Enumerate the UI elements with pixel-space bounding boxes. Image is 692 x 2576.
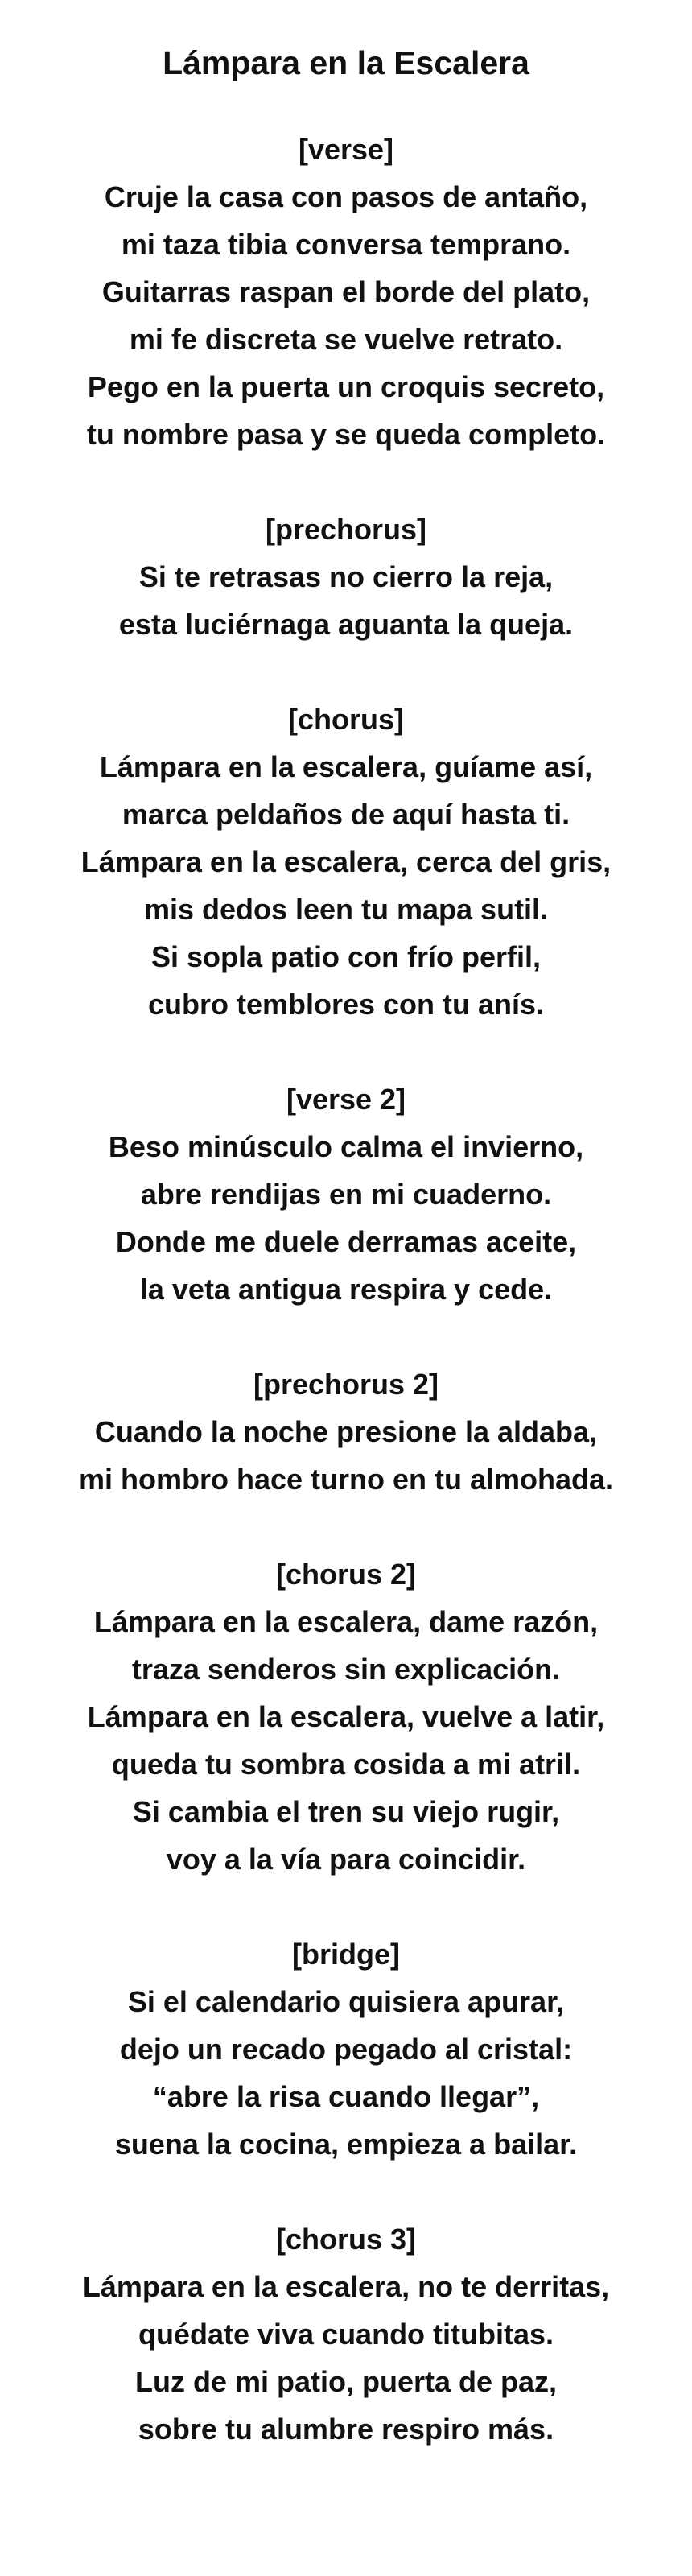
lyric-line: mis dedos leen tu mapa sutil. — [143, 893, 549, 926]
section-tag: [chorus] — [288, 703, 404, 736]
lyric-line: mi fe discreta se vuelve retrato. — [129, 323, 563, 356]
lyric-line: suena la cocina, empieza a bailar. — [114, 2128, 578, 2161]
lyrics-section — [0, 1550, 692, 1883]
lyric-line: Si te retrasas no cierro la reja, — [138, 560, 554, 593]
lyric-line: Cuando la noche presione la aldaba, — [94, 1415, 598, 1448]
section-tag: [prechorus 2] — [253, 1368, 439, 1401]
section-tag: [prechorus] — [265, 513, 427, 546]
song-title: Lámpara en la Escalera — [163, 44, 529, 81]
lyric-line: marca peldaños de aquí hasta ti. — [122, 798, 570, 831]
lyric-line: sobre tu alumbre respiro más. — [138, 2413, 554, 2446]
section-tag: [chorus 2] — [275, 1558, 417, 1591]
lyric-line: Pego en la puerta un croquis secreto, — [87, 370, 605, 403]
lyric-line: “abre la risa cuando llegar”, — [152, 2080, 540, 2113]
lyrics-section — [0, 1360, 692, 1503]
lyrics-section — [0, 506, 692, 648]
lyric-line: abre rendijas en mi cuaderno. — [140, 1178, 552, 1211]
lyric-line: mi taza tibia conversa temprano. — [121, 228, 571, 261]
lyrics-section — [0, 696, 692, 1028]
lyrics-body — [0, 126, 692, 2453]
lyric-line: Cruje la casa con pasos de antaño, — [104, 180, 588, 213]
lyric-line: quédate viva cuando titubitas. — [138, 2318, 554, 2351]
lyric-line: Si el calendario quisiera apurar, — [127, 1985, 565, 2018]
lyrics-section — [0, 1930, 692, 2168]
lyric-line: la veta antigua respira y cede. — [139, 1273, 553, 1306]
lyric-line: Lámpara en la escalera, vuelve a latir, — [87, 1700, 605, 1733]
lyric-line: Si cambia el tren su viejo rugir, — [132, 1795, 560, 1828]
lyrics-section — [0, 1075, 692, 1313]
lyric-line: Lámpara en la escalera, cerca del gris, — [80, 845, 612, 878]
lyric-line: Lámpara en la escalera, dame razón, — [93, 1605, 599, 1638]
lyric-line: mi hombro hace turno en tu almohada. — [78, 1463, 614, 1496]
lyric-line: Luz de mi patio, puerta de paz, — [134, 2365, 558, 2398]
lyric-line: traza senderos sin explicación. — [131, 1653, 561, 1686]
lyric-line: tu nombre pasa y se queda completo. — [86, 418, 606, 451]
section-tag: [verse] — [298, 133, 394, 166]
lyric-line: Donde me duele derramas aceite, — [115, 1225, 577, 1258]
lyric-line: Si sopla patio con frío perfil, — [150, 940, 542, 973]
lyric-line: Lámpara en la escalera, guíame así, — [99, 750, 593, 783]
lyric-line: dejo un recado pegado al cristal: — [119, 2033, 573, 2066]
lyric-line: Beso minúsculo calma el invierno, — [108, 1130, 584, 1163]
lyric-line: Lámpara en la escalera, no te derritas, — [82, 2270, 610, 2303]
lyric-line: esta luciérnaga aguanta la queja. — [118, 608, 574, 641]
lyrics-section — [0, 126, 692, 458]
section-tag: [chorus 3] — [275, 2223, 417, 2256]
lyrics-section — [0, 2215, 692, 2453]
section-tag: [bridge] — [292, 1938, 400, 1971]
lyric-line: Guitarras raspan el borde del plato, — [101, 275, 591, 308]
lyric-line: voy a la vía para coincidir. — [166, 1843, 526, 1876]
section-tag: [verse 2] — [286, 1083, 406, 1116]
lyric-line: queda tu sombra cosida a mi atril. — [111, 1748, 581, 1781]
lyric-line: cubro temblores con tu anís. — [147, 988, 545, 1021]
